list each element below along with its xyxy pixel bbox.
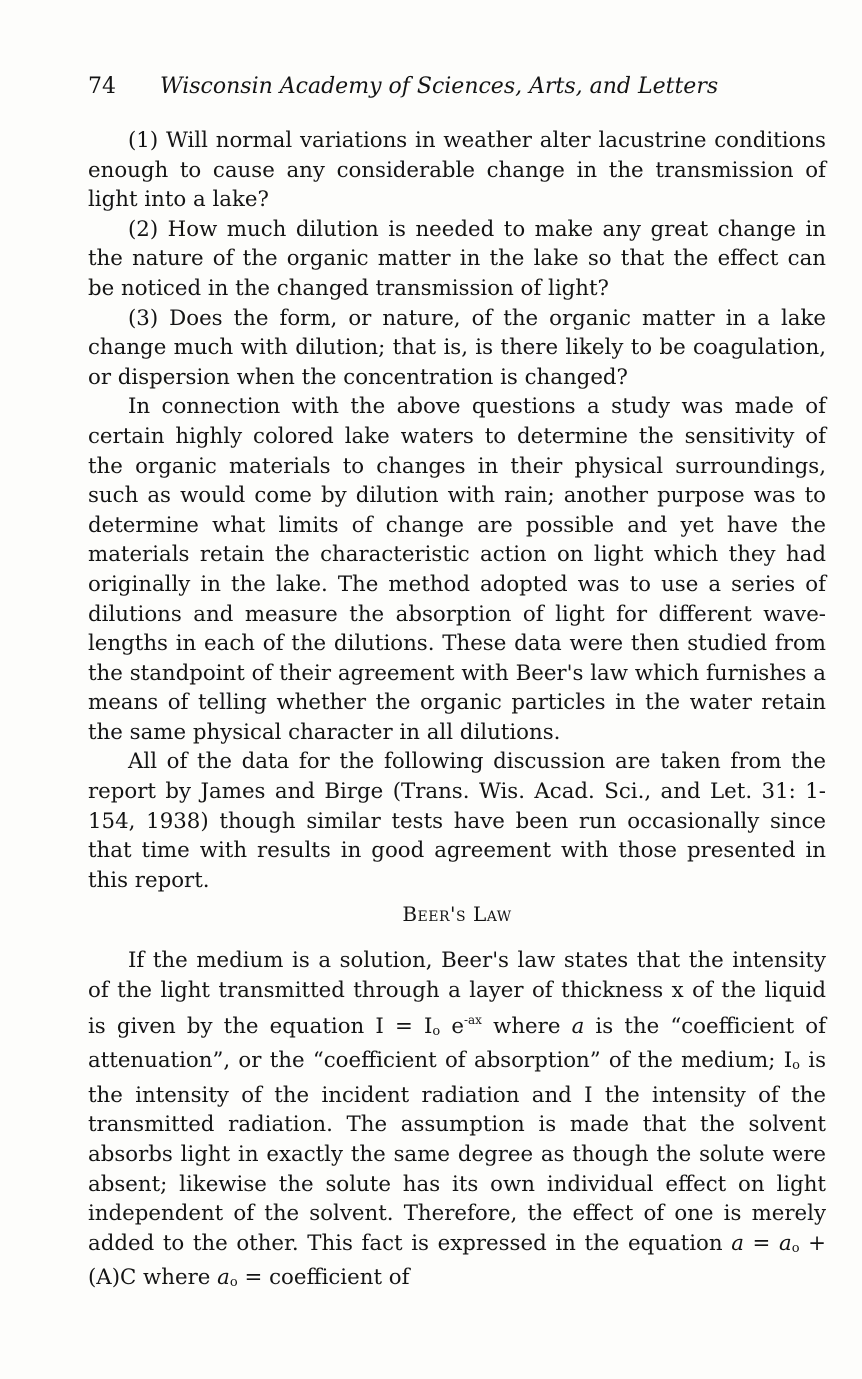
- section-heading: [88, 899, 826, 929]
- beer-text-2: e: [440, 1013, 464, 1039]
- beer-text-6: =: [743, 1230, 779, 1256]
- question-1: (1) Will normal variations in weather alter lacustrine conditions enough to cause any considerable change in the transmission of light into a lake?: [88, 128, 826, 213]
- alpha-subscript: o: [791, 1240, 800, 1256]
- alpha-symbol-3: a: [778, 1230, 792, 1256]
- beer-text-4: is the “coefficient of attenuation”, or the “coefficient of absorption” of the medium; I: [88, 1013, 827, 1074]
- source-paragraph: All of the data for the following discussion are taken from the report by James and Birge (Trans. Wis. Acad. Sci., and Let. 31: 1-154, 1938) though similar tests have been run occasionally since that time with results in good agreement with those presented in this report.: [88, 749, 826, 893]
- question-3: (3) Does the form, or nature, of the organic matter in a lake change much with dilution; that is, is there likely to be coagulation, or dispersion when the concentration is changed?: [88, 305, 826, 390]
- study-paragraph: In connection with the above questions a study was made of certain highly colored lake waters to determine the sensitivity of the organic materials to changes in their physical surroundings, such as would come by dilution with rain; another purpose was to determine what limits of change are possible and yet have the materials retain the characteristic action on light which they had originally in the lake. The method adopted was to use a series of dilutions and measure the absorption of light for different wave-lengths in each of the dilutions. These data were then studied from the standpoint of their agreement with Beer's law which furnishes a means of telling whether the organic particles in the water retain the same physical character in all dilutions.: [88, 394, 826, 745]
- journal-title: Wisconsin Academy of Sciences, Arts, and Letters: [160, 74, 719, 99]
- question-2: (2) How much dilution is needed to make any great change in the nature of the organic matter in the lake so that the effect can be noticed in the changed transmission of light?: [88, 216, 826, 301]
- incident-subscript: o: [432, 1023, 441, 1039]
- section-heading-text: Beer's Law: [402, 902, 512, 927]
- running-head: [88, 72, 826, 102]
- beers-law-paragraph: [88, 946, 826, 1298]
- beer-text-1: If the medium is a solution, Beer's law states that the intensity of the light transmitted through a layer of thickness x of the liquid is given by the equation I = I: [88, 948, 826, 1039]
- alpha-symbol-4: a: [217, 1265, 230, 1291]
- page-number: 74: [88, 74, 116, 99]
- beer-text-5: is the intensity of the incident radiation and I the intensity of the transmitted radiation. The assumption is made that the solvent absorbs light in exactly the same degree as though the solute were absent; likewise the solute has its own individual effect on light independent of the solvent. Therefore, the effect of one is merely added to the other. This fact is expressed in the equation: [88, 1048, 827, 1256]
- alpha-symbol: a: [571, 1013, 585, 1039]
- exponent: -ax: [463, 1012, 482, 1027]
- beer-text-7: + (A)C where: [88, 1230, 826, 1291]
- beer-text-3: where: [481, 1013, 572, 1039]
- beer-text-8: = coefficient of: [237, 1265, 410, 1291]
- incident-subscript-2: o: [792, 1058, 800, 1074]
- alpha-symbol-2: a: [731, 1230, 744, 1256]
- body-text: [88, 126, 826, 1298]
- alpha-subscript-2: o: [229, 1275, 238, 1291]
